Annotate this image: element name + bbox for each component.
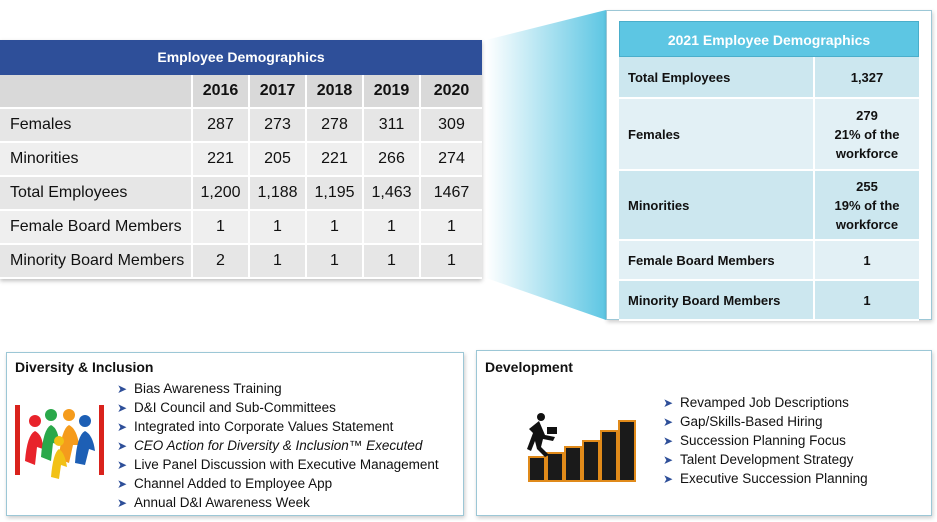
value-line: 1: [863, 252, 871, 268]
table-cell: 309: [421, 109, 482, 143]
header-blank: [0, 75, 193, 109]
list-item: ➤ D&I Council and Sub-Committees: [117, 400, 336, 415]
table-cell: [815, 57, 919, 97]
table-row: [0, 177, 482, 211]
arrow-bullet-icon: ➤: [663, 414, 674, 429]
value-line: workforce: [835, 145, 899, 161]
year-header: 2018: [307, 75, 364, 109]
arrow-bullet-icon: ➤: [663, 433, 674, 448]
year-header: 2020: [421, 75, 482, 109]
table-cell: 1,200: [193, 177, 250, 211]
row-label: Minorities: [619, 171, 815, 239]
table-row: [619, 241, 919, 281]
diversity-inclusion-panel: [6, 352, 464, 516]
row-label: Minority Board Members: [0, 245, 193, 279]
value-line: 279: [856, 107, 878, 123]
list-item: ➤ Integrated into Corporate Values Statement: [117, 419, 394, 434]
table-cell: 1: [421, 211, 482, 245]
climbing-stairs-icon: [527, 411, 637, 483]
value-line: 255: [856, 178, 878, 194]
table-cell: 287: [193, 109, 250, 143]
table-cell: 1: [307, 245, 364, 279]
value-line: 21% of the: [834, 126, 900, 142]
table-cell: 274: [421, 143, 482, 177]
table-row: [619, 171, 919, 241]
table-cell: [815, 171, 919, 239]
list-item: ➤ Channel Added to Employee App: [117, 476, 333, 491]
row-label: Total Employees: [619, 57, 815, 97]
table-cell: 1: [307, 211, 364, 245]
arrow-bullet-icon: ➤: [117, 495, 128, 510]
table-cell: 1: [193, 211, 250, 245]
arrow-bullet-icon: ➤: [117, 381, 128, 396]
row-label: Female Board Members: [0, 211, 193, 245]
development-panel: [476, 350, 932, 516]
list-item: ➤ Live Panel Discussion with Executive Management: [117, 457, 439, 472]
table-cell: 278: [307, 109, 364, 143]
list-item: ➤ Revamped Job Descriptions: [663, 395, 849, 410]
list-item: ➤ Bias Awareness Training: [117, 381, 282, 396]
table-cell: 1467: [421, 177, 482, 211]
table-cell: 221: [193, 143, 250, 177]
table-cell: [815, 99, 919, 169]
table-row: [619, 99, 919, 171]
row-label: Minority Board Members: [619, 281, 815, 319]
table-cell: 1: [364, 245, 421, 279]
value-line: 19% of the: [834, 197, 900, 213]
arrow-bullet-icon: ➤: [663, 395, 674, 410]
arrow-bullet-icon: ➤: [117, 457, 128, 472]
table-cell: 205: [250, 143, 307, 177]
table-cell: 221: [307, 143, 364, 177]
table-cell: [815, 281, 919, 319]
table-cell: 1: [250, 211, 307, 245]
panel-title: Development: [485, 359, 573, 375]
year-header: 2016: [193, 75, 250, 109]
table-cell: 1,463: [364, 177, 421, 211]
table-cell: 1,188: [250, 177, 307, 211]
arrow-bullet-icon: ➤: [663, 452, 674, 467]
table-cell: 311: [364, 109, 421, 143]
diversity-inclusion-list: [117, 379, 439, 512]
value-line: workforce: [835, 216, 899, 232]
table-row: [0, 211, 482, 245]
development-list: [663, 393, 868, 488]
list-item: ➤ Executive Succession Planning: [663, 471, 868, 486]
demographics-2021-panel: [606, 10, 932, 320]
table-cell: 266: [364, 143, 421, 177]
list-item: ➤ Talent Development Strategy: [663, 452, 854, 467]
arrow-bullet-icon: ➤: [117, 476, 128, 491]
arrow-bullet-icon: ➤: [117, 419, 128, 434]
list-item: ➤ Succession Planning Focus: [663, 433, 846, 448]
arrow-bullet-icon: ➤: [663, 471, 674, 486]
list-item: ➤ Annual D&I Awareness Week: [117, 495, 310, 510]
employee-demographics-table: [0, 40, 482, 279]
table-cell: [815, 241, 919, 279]
demographics-2021-table: [619, 21, 919, 321]
zoom-callout-wedge: [482, 10, 612, 330]
table-cell: 1: [250, 245, 307, 279]
list-item: ➤ Gap/Skills-Based Hiring: [663, 414, 823, 429]
table-row: [619, 57, 919, 99]
table-title: Employee Demographics: [0, 40, 482, 75]
arrow-bullet-icon: ➤: [117, 438, 128, 453]
year-header: 2017: [250, 75, 307, 109]
row-label: Females: [0, 109, 193, 143]
table-row: [619, 281, 919, 321]
table-cell: 273: [250, 109, 307, 143]
table-title: 2021 Employee Demographics: [619, 21, 919, 57]
table-cell: 1: [421, 245, 482, 279]
row-label: Females: [619, 99, 815, 169]
table-cell: 1,195: [307, 177, 364, 211]
row-label: Total Employees: [0, 177, 193, 211]
table-row: [0, 143, 482, 177]
row-label: Minorities: [0, 143, 193, 177]
arrow-bullet-icon: ➤: [117, 400, 128, 415]
table-cell: 2: [193, 245, 250, 279]
table-row: [0, 245, 482, 279]
table-header-row: [0, 75, 482, 109]
value-line: 1: [863, 292, 871, 308]
value-line: 1,327: [850, 69, 884, 85]
table-row: [0, 109, 482, 143]
row-label: Female Board Members: [619, 241, 815, 279]
table-cell: 1: [364, 211, 421, 245]
list-item: ➤ CEO Action for Diversity & Inclusion™ Executed: [117, 438, 423, 453]
year-header: 2019: [364, 75, 421, 109]
panel-title: Diversity & Inclusion: [15, 359, 154, 375]
diversity-people-icon: [13, 401, 107, 483]
